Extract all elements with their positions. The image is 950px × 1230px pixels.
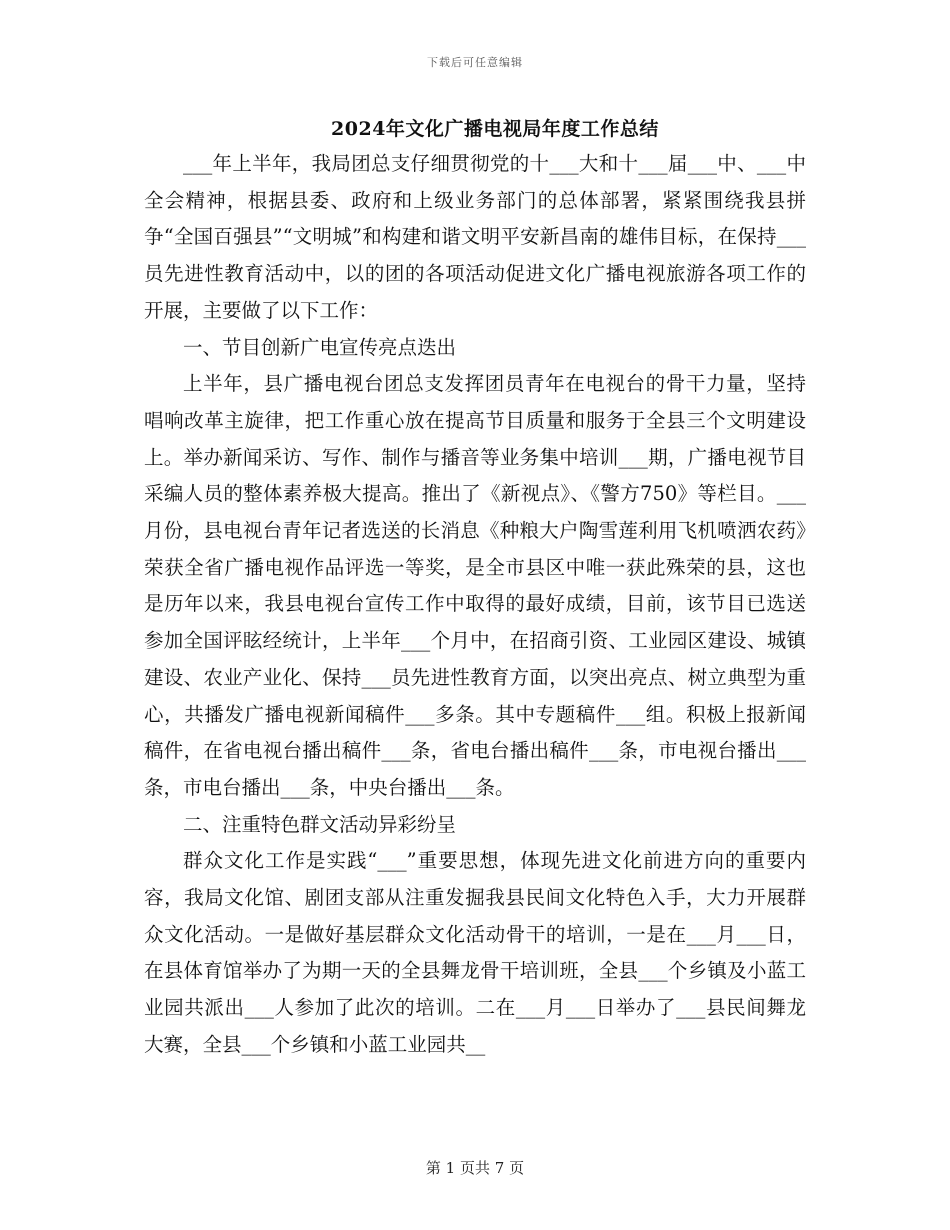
section-heading-2: 二、注重特色群文活动异彩纷呈 bbox=[183, 812, 457, 836]
page-number: 第 1 页共 7 页 bbox=[425, 1159, 525, 1177]
paragraph-section-1: 上半年，县广播电视台团总支发挥团员青年在电视台的骨干力量，坚持唱响改革主旋律，把工作重心放在提高节目质量和服务于全县三个文明建设上。举办新闻采访、写作、制作与播音等业务集中培训___期，广播电视节目采编人员的整体素养极大提高。推出了《新视点》、《警方750》等栏目。___月份，县电视台青年记者选送的长消息《种粮大户陶雪莲利用飞机喷洒农药》荣获全省广播电视作品评选一等奖，是全市县区中唯一获此殊荣的县，这也是历年以来，我县电视台宣传工作中取得的最好成绩，目前，该节目已选送参加全国评眩经统计，上半年___个月中，在招商引资、工业园区建设、城镇建设、农业产业化、保持___员先进性教育方面，以突出亮点、树立典型为重心，共播发广播电视新闻稿件___多条。其中专题稿件___组。积极上报新闻稿件，在省电视台播出稿件___条，省电台播出稿件___条，市电视台播出___条，市电台播出___条，中央台播出___条。 bbox=[144, 372, 806, 799]
paragraph-section-2: 群众文化工作是实践“___”重要思想，体现先进文化前进方向的重要内容，我局文化馆、剧团支部从注重发掘我县民间文化特色入手，大力开展群众文化活动。一是做好基层群众文化活动骨干的培训，一是在___月___日，在县体育馆举办了为期一天的全县舞龙骨干培训班，全县___个乡镇及小蓝工业园共派出___人参加了此次的培训。二在___月___日举办了___县民间舞龙大赛，全县___个乡镇和小蓝工业园共__ bbox=[144, 849, 806, 1056]
section-heading-1: 一、节目创新广电宣传亮点迭出 bbox=[183, 335, 457, 359]
header-note: 下载后可任意编辑 bbox=[427, 56, 523, 69]
paragraph-intro: ___年上半年，我局团总支仔细贯彻党的十___大和十___届___中、___中全会精神，根据县委、政府和上级业务部门的总体部署，紧紧围绕我县拼争“全国百强县”“文明城”和构建和谐文明平安新昌南的雄伟目标，在保持___员先进性教育活动中，以的团的各项活动促进文化广播电视旅游各项工作的开展，主要做了以下工作： bbox=[144, 152, 806, 322]
document-title: 2024年文化广播电视局年度工作总结 bbox=[331, 118, 659, 140]
document-body bbox=[144, 146, 806, 1064]
